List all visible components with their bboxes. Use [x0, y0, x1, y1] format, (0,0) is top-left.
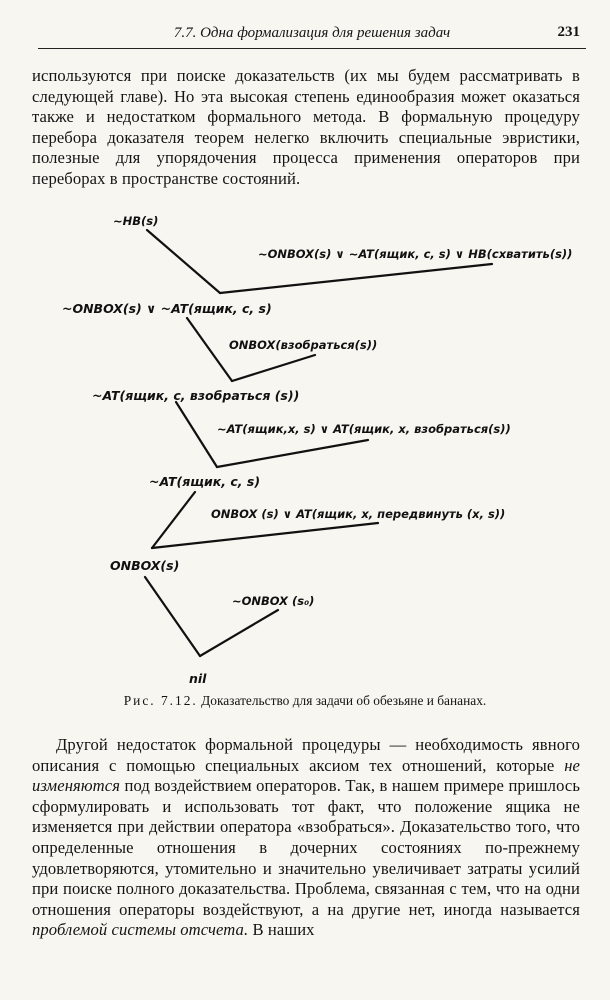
node-n11: nil: [189, 671, 207, 686]
edge-n9-n11: [145, 577, 200, 656]
paragraph-2-text-2: под воздействием операторов. Так, в нашем примере пришлось сформулировать и использовать тот факт, что положение ящика не изменяется при действии оператора «взобраться». Доказательство того, что определенные отношения в дочерних состояниях по-прежнему удовлетворяются, утомительно и значительно увеличивает затраты усилий при поиске полного доказательства. Проблема, связанная с тем, что на одни отношения операторы воздействуют, а на другие нет, иногда называется: [32, 776, 581, 919]
edge-n1-n3: [147, 230, 220, 293]
node-n9: ONBOX(s): [110, 558, 180, 573]
figure-caption: [0, 693, 610, 709]
node-n8: ONBOX (s) ∨ AT(ящик, x, передвинуть (x, s)): [211, 507, 506, 521]
edge-n3-n5: [187, 318, 232, 381]
paragraph-2-emphasis-1: не изменяются: [32, 755, 580, 796]
paragraph-2-emphasis-2: проблемой системы отсчета.: [32, 920, 249, 940]
node-n1: ~HB(s): [113, 214, 159, 228]
node-n7: ~AT(ящик, c, s): [149, 474, 261, 489]
paragraph-1: используются при поиске доказательств (их мы будем рассматривать в следующей главе). Но эта высокая степень единообразия может оказаться также и недостатком формального метода. В формальную процедуру перебора доказателя теорем нелегко включить специальные эвристики, полезные для упорядочения процесса применения операторов при переборах в пространстве состояний.: [32, 66, 580, 188]
node-n5: ~AT(ящик, c, взобраться (s)): [92, 388, 300, 403]
header-title: 7.7. Одна формализация для решения задач: [173, 25, 451, 41]
edge-n8-n9: [152, 523, 378, 548]
figure-caption-text: Доказательство для задачи об обезьяне и бананах.: [201, 693, 487, 708]
edge-n6-n7: [217, 440, 368, 467]
node-n2: ~ONBOX(s) ∨ ~AT(ящик, c, s) ∨ HB(схватить(s)): [258, 247, 573, 261]
edge-n10-n11: [200, 610, 278, 656]
figure-label: Рис. 7.12.: [123, 693, 198, 708]
running-header: [38, 24, 586, 49]
edge-n2-n3: [220, 264, 492, 293]
edge-n7-n9: [152, 492, 195, 548]
node-n6: ~AT(ящик,x, s) ∨ AT(ящик, x, взобраться(s)): [217, 422, 511, 436]
edge-n4-n5: [232, 355, 315, 381]
edge-n5-n7: [176, 402, 217, 467]
proof-tree-diagram: [0, 200, 610, 690]
page-number: 231: [557, 24, 580, 40]
node-n10: ~ONBOX (s₀): [232, 594, 315, 608]
paragraph-2: [32, 735, 580, 941]
node-n4: ONBOX(взобраться(s)): [229, 338, 378, 352]
paragraph-2-text-3: В наших: [252, 920, 315, 940]
node-n3: ~ONBOX(s) ∨ ~AT(ящик, c, s): [62, 301, 272, 316]
paragraph-2-text-1: Другой недостаток формальной процедуры — необходимость явного описания с помощью специальных аксиом тех отношений, которые: [32, 735, 580, 775]
